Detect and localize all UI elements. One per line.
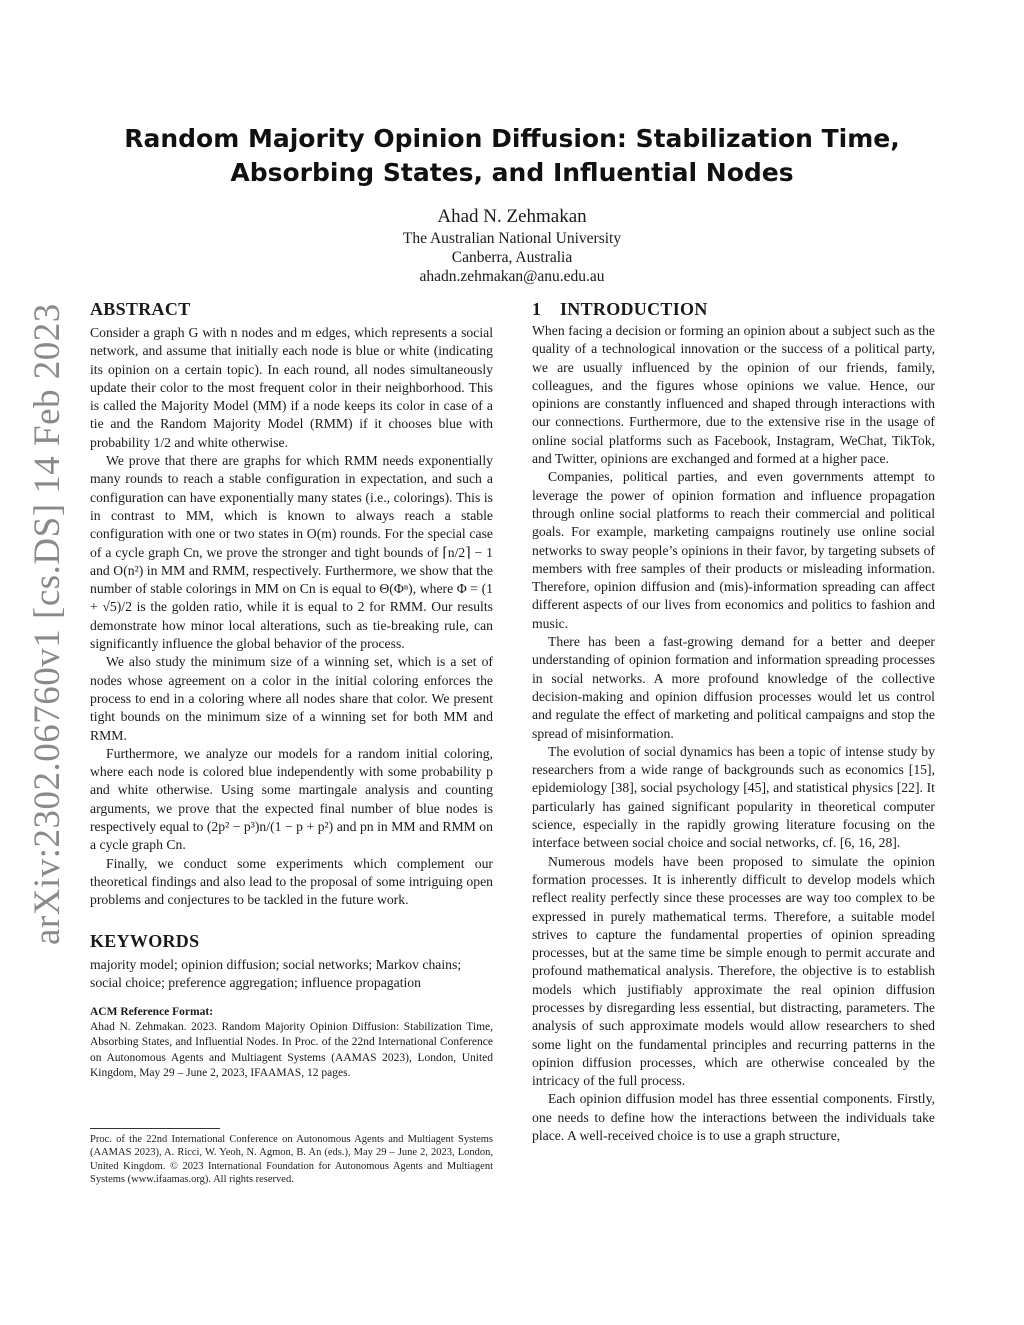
author-location: Canberra, Australia <box>451 249 573 266</box>
right-column <box>532 296 935 1145</box>
title-line-1: Random Majority Opinion Diffusion: Stabilization Time, <box>124 124 900 153</box>
footnote-text: Proc. of the 22nd International Conference on Autonomous Agents and Multiagent Systems (AAMAS 2023), A. Ricci, W. Yeoh, N. Agmon, B. An (eds.), May 29 – June 2, 2023, London, United Kingdom. © 2023 International Foundation for Autonomous Agents and Multiagent Systems (www.ifaamas.org). All rights reserved. <box>90 1134 493 1186</box>
intro-paragraph: Numerous models have been proposed to simulate the opinion formation processes. It is inherently difficult to develop models which reflect reality perfectly since these processes are way too complex to be expressed in purely mathematical terms. Therefore, a suitable model strives to capture the fundamental properties of opinion spreading processes, but at the same time be simple enough to permit accurate and profound mathematical analysis. Therefore, the objective is to establish models which justifiably approximate the real opinion diffusion processes by disregarding less essential, but distracting, parameters. The analysis of such approximate models would allow researchers to shed some light on the fundamental principles and recurring patterns in the opinion diffusion processes, which are otherwise concealed by the intricacy of the full process. <box>532 853 935 1089</box>
section-number: 1 <box>532 299 542 319</box>
acm-reference-text: Ahad N. Zehmakan. 2023. Random Majority Opinion Diffusion: Stabilization Time, Absorbing States, and Influential Nodes. In Proc. of the 22nd International Conference on Autonomous Agents and Multiagent Systems (AAMAS 2023), London, United Kingdom, May 29 – June 2, 2023, IFAAMAS, 12 pages. <box>90 1021 493 1079</box>
author-affiliation: The Australian National University <box>402 230 622 247</box>
section-title: INTRODUCTION <box>560 299 708 319</box>
abstract-heading: ABSTRACT <box>90 299 191 319</box>
abstract-paragraph: Finally, we conduct some experiments which complement our theoretical findings and also lead to the proposal of some intriguing open problems and conjectures to be tackled in the future work. <box>90 855 493 908</box>
footnote-divider <box>90 1128 220 1129</box>
keywords-heading: KEYWORDS <box>90 930 200 951</box>
keywords-text: majority model; opinion diffusion; social networks; Markov chains; social choice; preference aggregation; influence propagation <box>90 956 462 990</box>
acm-reference-heading: ACM Reference Format: <box>90 1006 214 1019</box>
title-line-2: Absorbing States, and Influential Nodes <box>230 158 794 187</box>
author-email[interactable]: ahadn.zehmakan@anu.edu.au <box>419 268 605 285</box>
left-column <box>90 296 493 1081</box>
introduction-heading <box>532 296 935 322</box>
paper-title <box>110 122 914 190</box>
intro-paragraph: There has been a fast-growing demand for a better and deeper understanding of opinion formation and information spreading processes in social networks. A more profound knowledge of the collective decision-making and opinion diffusion processes would let us control and regulate the effect of marketing and political campaigns and stop the spread of misinformation. <box>532 634 935 741</box>
author-block <box>212 205 812 286</box>
abstract-paragraph: Furthermore, we analyze our models for a random initial coloring, where each node is colored blue independently with some probability p and white otherwise. Using some martingale analysis and counting arguments, we prove that the expected final number of blue nodes is respectively equal to (2p² − p³)n/(1 − p + p²) and pn in MM and RMM on a cycle graph Cn. <box>90 745 493 853</box>
abstract-paragraph: We prove that there are graphs for which RMM needs exponentially many rounds to reach a stable configuration in expectation, and such a configuration can have exponentially many states (i.e., colorings). This is in contrast to MM, which is known to always reach a stable configuration with one or two states in O(m) rounds. For the special case of a cycle graph Cn, we prove the stronger and tight bounds of ⌈n/2⌉ − 1 and O(n²) in MM and RMM, respectively. Furthermore, we show that the number of stable colorings in MM on Cn is equal to Θ(Φⁿ), where Φ = (1 + √5)/2 is the golden ratio, while it is equal to 2 for RMM. Our results demonstrate how minor local alterations, such as tie-breaking rule, can significantly influence the global behavior of the process. <box>90 453 493 652</box>
intro-paragraph: Companies, political parties, and even governments attempt to leverage the power of opinion formation and influence propagation through online social platforms to reach their commercial and political goals. For example, marketing campaigns routinely use online social networks to sway people’s opinions in their favor, by targeting subsets of members with free samples of their products or misleading information. Therefore, opinion diffusion and (mis)-information spreading can affect different aspects of our lives from economics and politics to fashion and music. <box>532 469 935 631</box>
abstract-paragraph: Consider a graph G with n nodes and m edges, which represents a social network, and assume that initially each node is blue or white (indicating its opinion on a certain topic). In each round, all nodes simultaneously update their color to the most frequent color in their neighborhood. This is called the Majority Model (MM) if a node keeps its color in case of a tie and the Random Majority Model (RMM) if it chooses blue with probability 1/2 and white otherwise. <box>90 325 493 450</box>
intro-paragraph: Each opinion diffusion model has three essential components. Firstly, one needs to define how the interactions between the individuals take place. A well-received choice is to use a graph structure, <box>532 1091 935 1144</box>
arxiv-identifier: arXiv:2302.06760v1 [cs.DS] 14 Feb 2023 <box>27 303 68 945</box>
intro-paragraph: The evolution of social dynamics has been a topic of intense study by researchers from a wide range of backgrounds such as economics [15], epidemiology [38], social psychology [45], and statistical physics [22]. It particularly has gained significant popularity in theoretical computer science, especially in the rapidly growing literature focusing on the interface between social choice and social networks, cf. [6, 16, 28]. <box>532 743 935 851</box>
author-name: Ahad N. Zehmakan <box>437 206 587 227</box>
abstract-paragraph: We also study the minimum size of a winning set, which is a set of nodes whose agreement on a color in the initial coloring enforces the process to end in a coloring where all nodes share that color. We present tight bounds on the minimum size of a winning set for both MM and RMM. <box>90 654 493 743</box>
intro-paragraph: When facing a decision or forming an opinion about a subject such as the quality of a technological innovation or the success of a political party, we are usually influenced by the opinion of our friends, family, colleagues, and the figures whose opinions we value. Hence, our opinions are constantly influenced and shaped through interactions with our connections. Furthermore, due to the extensive rise in the usage of online social platforms such as Facebook, Instagram, WeChat, TikTok, and Twitter, opinions are exchanged and formed at a higher pace. <box>532 323 935 467</box>
